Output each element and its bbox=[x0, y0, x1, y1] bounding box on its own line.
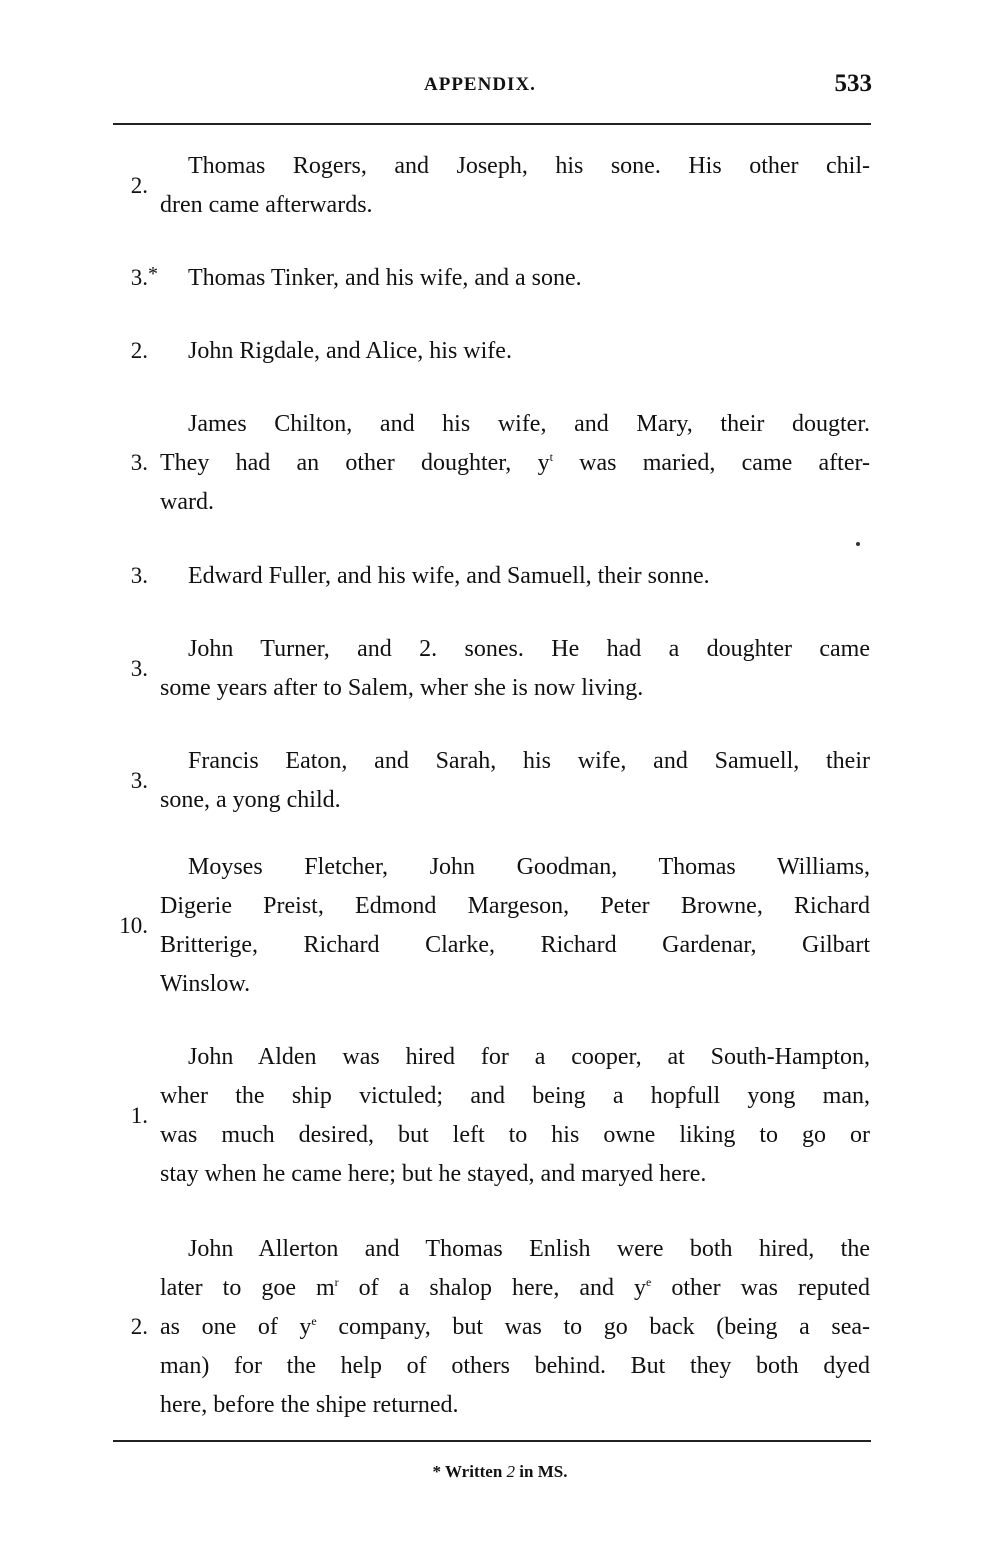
entry-count: 3. bbox=[130, 265, 148, 290]
text-line: stay when he came here; but he stayed, and maryed here. bbox=[160, 1161, 707, 1187]
text-line: man) for the help of others behind. But they both dyed bbox=[160, 1353, 870, 1379]
text-line: as one of $y^e$ company, but was to go back (being a sea- bbox=[160, 1314, 870, 1340]
text-line: ward. bbox=[160, 489, 214, 515]
text-line: later to goe $m^r$ of a shalop here, and $y^e$ other was reputed bbox=[160, 1275, 870, 1301]
entry-count: 3. bbox=[130, 655, 148, 681]
stray-mark bbox=[856, 542, 860, 546]
footnote-text-end: in MS. bbox=[515, 1462, 568, 1481]
text-line: John Rigdale, and Alice, his wife. bbox=[188, 338, 512, 364]
superscript: e bbox=[646, 1275, 652, 1289]
footnote bbox=[0, 1462, 1000, 1482]
entry-count: 1. bbox=[130, 1102, 148, 1128]
text-line: sone, a yong child. bbox=[160, 787, 341, 813]
footnote-reference: * bbox=[148, 263, 158, 285]
entry-count: 2. bbox=[130, 1314, 148, 1339]
text-line: was much desired, but left to his owne liking to go or bbox=[160, 1122, 870, 1148]
running-header: APPENDIX. bbox=[424, 74, 536, 95]
footnote-italic: 2 bbox=[506, 1462, 516, 1481]
text-line: John Alden was hired for a cooper, at South-Hampton, bbox=[188, 1044, 870, 1070]
entry-count: 10. bbox=[119, 912, 148, 938]
text-line: Francis Eaton, and Sarah, his wife, and Samuell, their bbox=[188, 748, 870, 774]
text-line: Digerie Preist, Edmond Margeson, Peter Browne, Richard bbox=[160, 893, 870, 919]
text-line: Britterige, Richard Clarke, Richard Gardenar, Gilbart bbox=[160, 932, 870, 958]
entry-count: 2. bbox=[130, 172, 148, 198]
text-line: Edward Fuller, and his wife, and Samuell, their sonne. bbox=[188, 563, 710, 589]
text-line: Thomas Rogers, and Joseph, his sone. His other chil- bbox=[188, 153, 870, 179]
superscript: r bbox=[334, 1275, 339, 1289]
text-line: Moyses Fletcher, John Goodman, Thomas Williams, bbox=[188, 854, 870, 880]
entry-count: 3. bbox=[130, 767, 148, 793]
text-line: They had an other doughter, $y^t$ was maried, came after- bbox=[160, 450, 871, 476]
text-line: John Turner, and 2. sones. He had a doughter came bbox=[188, 636, 870, 662]
page-number: 533 bbox=[834, 70, 872, 97]
entry-count: 3. bbox=[130, 563, 148, 588]
superscript: t bbox=[549, 450, 553, 464]
text-line: Thomas Tinker, and his wife, and a sone. bbox=[188, 265, 582, 291]
footnote-text: Written bbox=[444, 1462, 507, 1481]
text-line: James Chilton, and his wife, and Mary, their dougter. bbox=[188, 411, 870, 437]
footnote-rule bbox=[113, 1440, 871, 1442]
text-line: some years after to Salem, wher she is now living. bbox=[160, 675, 644, 701]
entry-count: 2. bbox=[130, 338, 148, 363]
header-rule bbox=[113, 123, 871, 125]
text-line: Winslow. bbox=[160, 971, 251, 997]
superscript: e bbox=[311, 1314, 317, 1328]
text-line: John Allerton and Thomas Enlish were both hired, the bbox=[188, 1236, 870, 1262]
footnote-marker: * bbox=[432, 1462, 442, 1481]
text-line: here, before the shipe returned. bbox=[160, 1392, 459, 1418]
text-line: wher the ship victuled; and being a hopfull yong man, bbox=[160, 1083, 870, 1109]
text-line: dren came afterwards. bbox=[160, 192, 373, 218]
entry-count: 3. bbox=[130, 450, 148, 475]
